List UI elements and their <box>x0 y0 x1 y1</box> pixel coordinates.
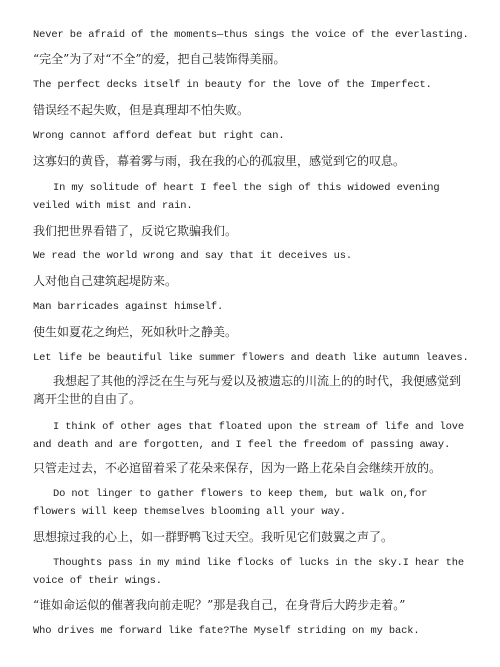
text-paragraph-zh: 我想起了其他的浮泛在生与死与爱以及被遗忘的川流上的的时代，我便感觉到离开尘世的自由了。 <box>33 374 462 406</box>
text-line-zh: 思想掠过我的心上，如一群野鸭飞过天空。我听见它们鼓翼之声了。 <box>33 530 394 544</box>
text-line-en: We read the world wrong and say that it deceives us. <box>33 250 353 262</box>
text-line-en: Never be afraid of the moments—thus sings the voice of the everlasting. <box>33 29 469 41</box>
text-line-zh: 我们把世界看错了，反说它欺骗我们。 <box>33 224 238 238</box>
text-line-en: Who drives me forward like fate?The Myself striding on my back. <box>33 625 420 637</box>
text-line-zh: 人对他自己建筑起堤防来。 <box>33 274 178 288</box>
text-paragraph-en: Do not linger to gather flowers to keep them, but walk on,for flowers will keep themselves blooming all your way. <box>33 488 428 518</box>
text-paragraph-en: In my solitude of heart I feel the sigh of this widowed evening veiled with mist and rain. <box>33 182 440 212</box>
text-line-en: Wrong cannot afford defeat but right can. <box>33 130 285 142</box>
text-line-en: Let life be beautiful like summer flowers and death like autumn leaves. <box>33 352 469 364</box>
text-line-zh: “完全”为了对“不全”的爱，把自己装饰得美丽。 <box>33 52 286 66</box>
text-line-zh: “谁如命运似的催著我向前走呢？”那是我自己，在身背后大跨步走着。” <box>33 598 406 612</box>
text-paragraph-en: Thoughts pass in my mind like flocks of lucks in the sky.I hear the voice of their wings. <box>33 557 465 587</box>
text-paragraph-en: I think of other ages that floated upon the stream of life and love and death and are forgotten, and I feel the freedom of passing away. <box>33 421 465 451</box>
text-line-zh: 错误经不起失败，但是真理却不怕失败。 <box>33 103 250 117</box>
text-line-zh: 只管走过去，不必逭留着采了花朵来保存，因为一路上花朵自会继续开放的。 <box>33 461 442 475</box>
text-line-zh: 这寡妇的黄昏，幕着雾与雨，我在我的心的孤寂里，感觉到它的叹息。 <box>33 154 406 168</box>
text-line-en: Man barricades against himself. <box>33 301 224 313</box>
text-line-zh: 使生如夏花之绚烂，死如秋叶之静美。 <box>33 325 238 339</box>
text-line-en: The perfect decks itself in beauty for the love of the Imperfect. <box>33 79 432 91</box>
